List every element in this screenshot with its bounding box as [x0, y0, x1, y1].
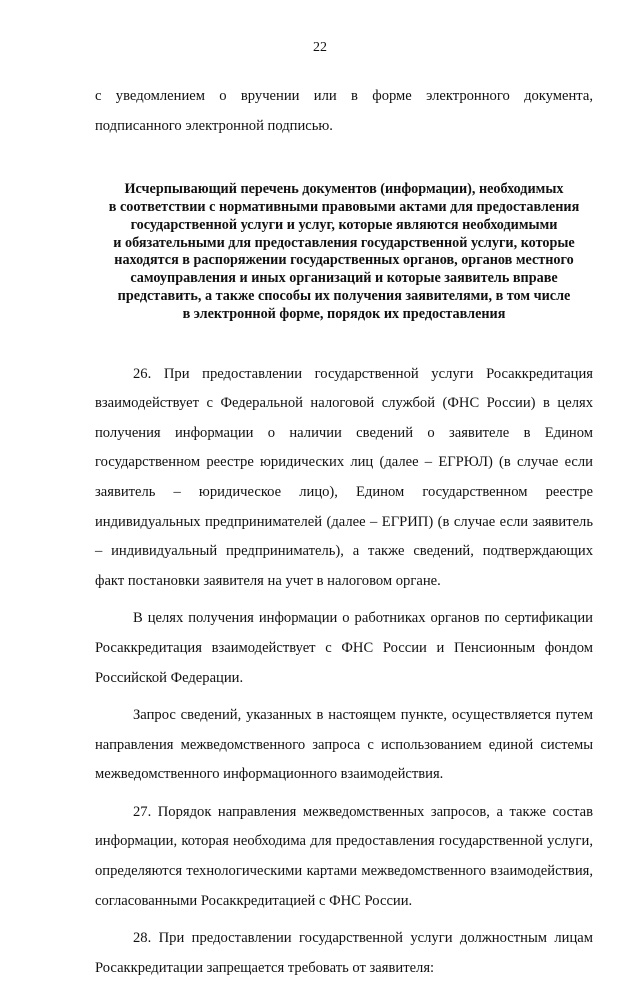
- heading-line: в соответствии с нормативными правовыми актами для предоставления: [108, 198, 580, 215]
- heading-line: находятся в распоряжении государственных органов, органов местного: [114, 252, 574, 269]
- heading-line: в электронной форме, порядок их предоставления: [182, 305, 506, 322]
- intro-paragraph: с уведомлением о вручении или в форме электронного документа, подписанного электронной подписью.: [95, 88, 593, 134]
- heading-line: государственной услуги и услуг, которые являются необходимыми: [130, 216, 558, 233]
- paragraph-interagency-request: Запрос сведений, указанных в настоящем пункте, осуществляется путем направления межведомственного запроса с использованием единой системы межведомственного информационного взаимодействия.: [95, 707, 593, 783]
- heading-line: Исчерпывающий перечень документов (информации), необходимых: [124, 181, 564, 198]
- heading-line: представить, а также способы их получения заявителями, в том числе: [117, 287, 571, 304]
- heading-line: самоуправления и иных организаций и которые заявитель вправе: [130, 270, 558, 287]
- section-heading: [95, 181, 593, 323]
- paragraph-26: 26. При предоставлении государственной услуги Росаккредитация взаимодействует с Федеральной налоговой службой (ФНС России) в целях получения информации о наличии сведений о заявителе в Едином государственном реестре юридических лиц (далее – ЕГРЮЛ) (в случае если заявитель – юридическое лицо), Едином государственном реестре индивидуальных предпринимателей (далее – ЕГРИП) (в случае если заявитель – индивидуальный предприниматель), а также сведений, подтверждающих факт постановки заявителя на учет в налоговом органе.: [95, 365, 593, 589]
- paragraph-27: 27. Порядок направления межведомственных запросов, а также состав информации, которая необходима для предоставления государственной услуги, определяются технологическими картами межведомственного взаимодействия, согласованными Росаккредитацией с ФНС России.: [95, 803, 593, 909]
- heading-line: и обязательными для предоставления государственной услуги, которые: [113, 234, 575, 251]
- paragraph-certification-bodies: В целях получения информации о работниках органов по сертификации Росаккредитация взаимодействует с ФНС России и Пенсионным фондом Российской Федерации.: [95, 610, 593, 686]
- paragraph-28: 28. При предоставлении государственной услуги должностным лицам Росаккредитации запрещается требовать от заявителя:: [95, 930, 593, 976]
- page-number: 22: [313, 40, 327, 55]
- page-content: [95, 82, 593, 983]
